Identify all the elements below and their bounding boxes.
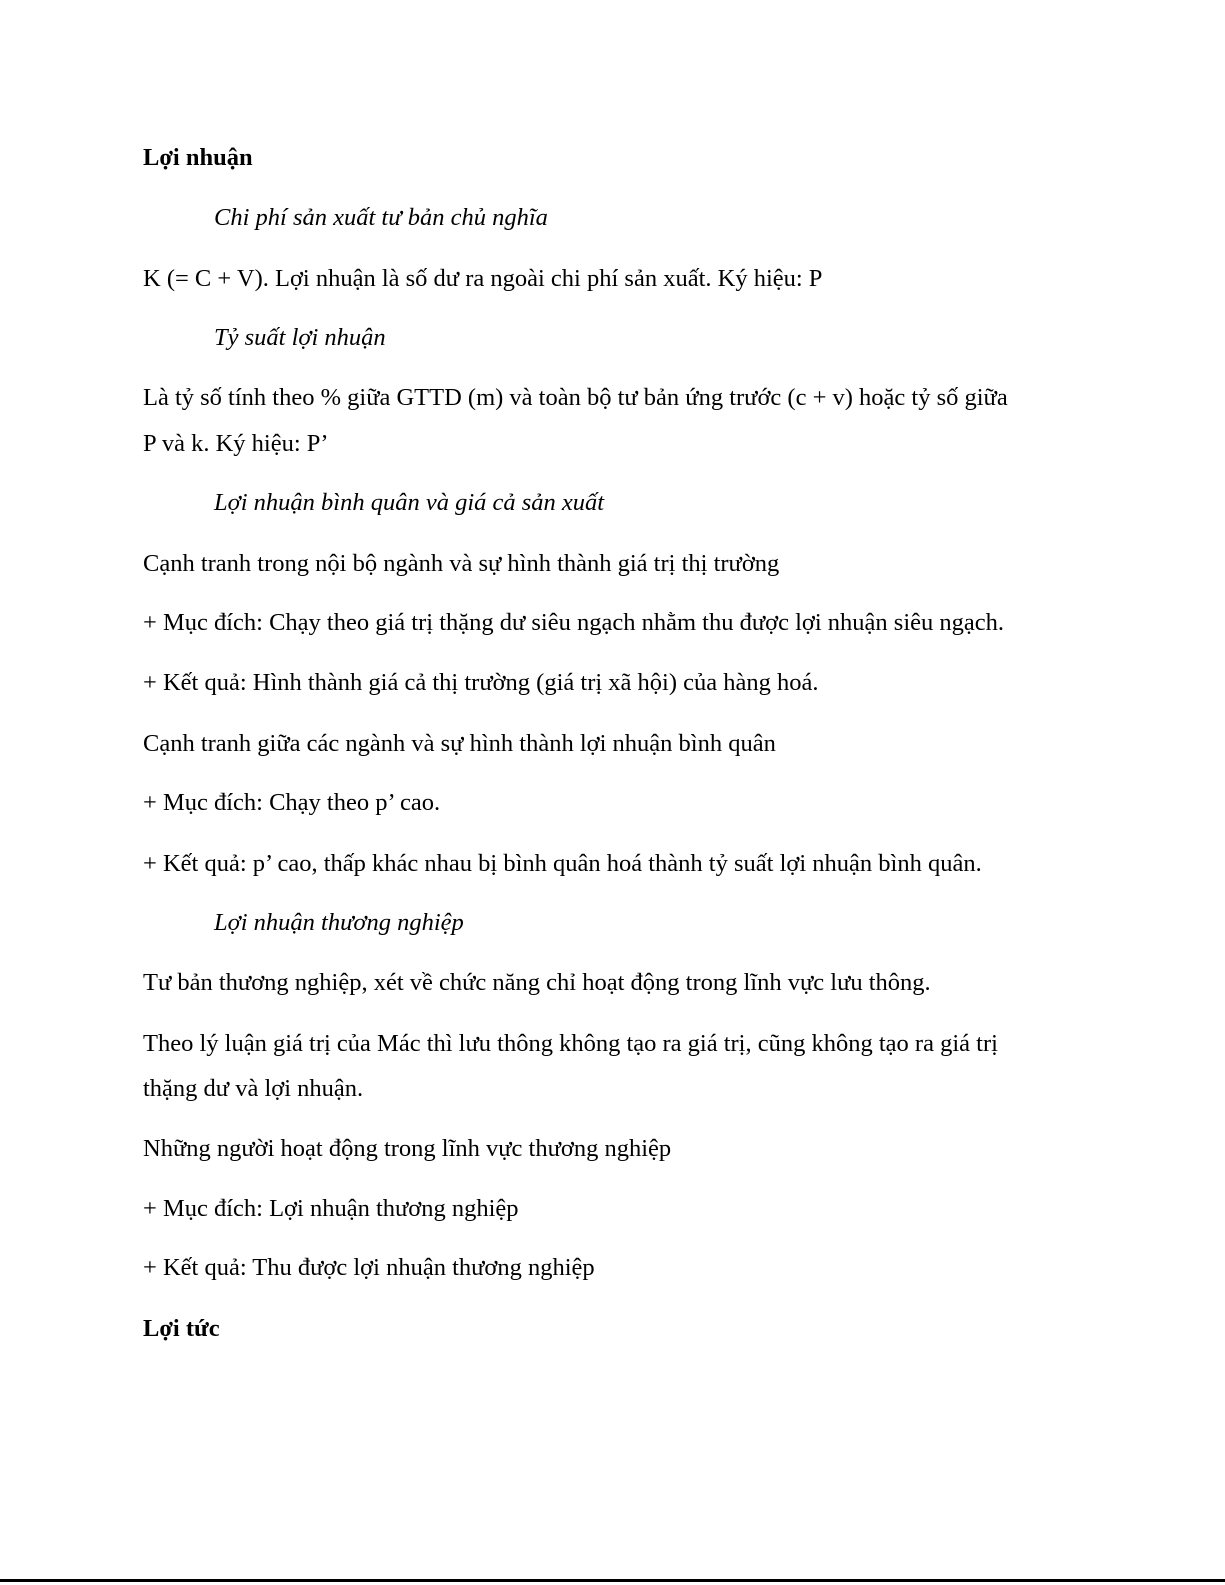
paragraph-marx-line2: thặng dư và lợi nhuận. bbox=[143, 1075, 364, 1102]
paragraph-traders: Những người hoạt động trong lĩnh vực thương nghiệp bbox=[143, 1135, 672, 1162]
paragraph-marx-line1: Theo lý luận giá trị của Mác thì lưu thông không tạo ra giá trị, cũng không tạo ra giá trị bbox=[143, 1030, 998, 1057]
paragraph-traders-result: + Kết quả: Thu được lợi nhuận thương nghiệp bbox=[143, 1254, 595, 1281]
heading-profit: Lợi nhuận bbox=[143, 144, 253, 171]
paragraph-traders-purpose: + Mục đích: Lợi nhuận thương nghiệp bbox=[143, 1195, 519, 1222]
paragraph-commercial-capital: Tư bản thương nghiệp, xét về chức năng chỉ hoạt động trong lĩnh vực lưu thông. bbox=[143, 969, 931, 996]
paragraph-intra-purpose: + Mục đích: Chạy theo giá trị thặng dư siêu ngạch nhằm thu được lợi nhuận siêu ngạch. bbox=[143, 609, 1004, 636]
paragraph-inter-result: + Kết quả: p’ cao, thấp khác nhau bị bình quân hoá thành tỷ suất lợi nhuận bình quân. bbox=[143, 850, 982, 877]
heading-interest: Lợi tức bbox=[143, 1315, 220, 1342]
paragraph-cost-definition: K (= C + V). Lợi nhuận là số dư ra ngoài chi phí sản xuất. Ký hiệu: P bbox=[143, 265, 823, 292]
paragraph-intra-result: + Kết quả: Hình thành giá cả thị trường (giá trị xã hội) của hàng hoá. bbox=[143, 669, 819, 696]
paragraph-profit-rate-line2: P và k. Ký hiệu: P’ bbox=[143, 430, 329, 457]
page-bottom-rule bbox=[0, 1579, 1225, 1582]
subheading-profit-rate: Tỷ suất lợi nhuận bbox=[214, 324, 386, 351]
paragraph-inter-competition: Cạnh tranh giữa các ngành và sự hình thành lợi nhuận bình quân bbox=[143, 730, 776, 757]
subheading-average-profit: Lợi nhuận bình quân và giá cả sản xuất bbox=[214, 489, 605, 516]
paragraph-inter-purpose: + Mục đích: Chạy theo p’ cao. bbox=[143, 789, 441, 816]
paragraph-intra-competition: Cạnh tranh trong nội bộ ngành và sự hình thành giá trị thị trường bbox=[143, 550, 780, 577]
subheading-commercial-profit: Lợi nhuận thương nghiệp bbox=[214, 909, 464, 936]
subheading-production-cost: Chi phí sản xuất tư bản chủ nghĩa bbox=[214, 204, 548, 231]
paragraph-profit-rate-line1: Là tỷ số tính theo % giữa GTTD (m) và toàn bộ tư bản ứng trước (c + v) hoặc tỷ số giữa bbox=[143, 384, 1008, 411]
